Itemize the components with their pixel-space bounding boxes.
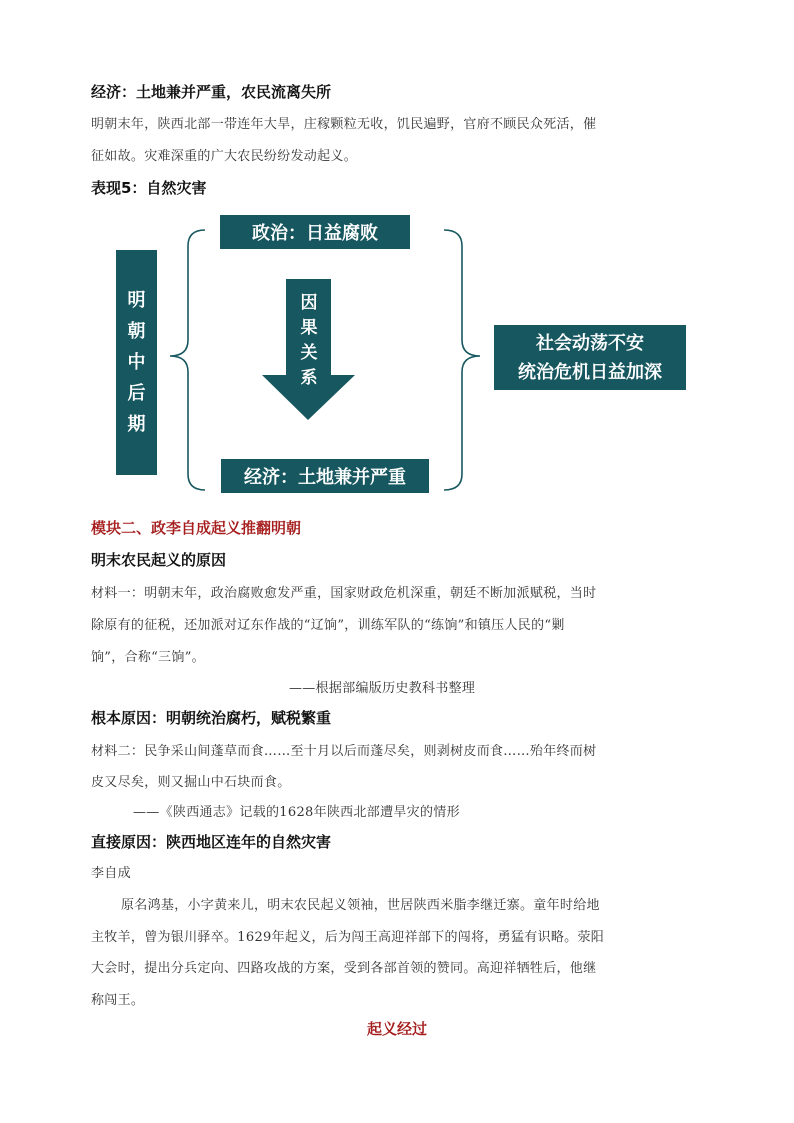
li-zicheng-line: 称闯王。 bbox=[91, 993, 145, 1008]
arrow-label bbox=[290, 291, 328, 391]
li-zicheng-line: 原名鸿基，小字黄来儿，明末农民起义领袖，世居陕西米脂李继迁寨。童年时给地 bbox=[121, 898, 600, 913]
process-title: 起义经过 bbox=[366, 1020, 427, 1038]
diagram-braces bbox=[0, 0, 794, 500]
left-char: 中 bbox=[127, 352, 146, 373]
arrow-char: 系 bbox=[300, 368, 318, 388]
diagram-result-box bbox=[494, 325, 686, 390]
left-brace bbox=[170, 230, 205, 490]
li-zicheng-line: 主牧羊，曾为银川驿卒。1629年起义，后为闯王高迎祥部下的闯将，勇猛有识略。荥阳 bbox=[91, 930, 605, 945]
direct-cause-heading: 直接原因：陕西地区连年的自然灾害 bbox=[91, 833, 332, 851]
li-zicheng-name: 李自成 bbox=[91, 866, 131, 881]
material2-line: 皮又尽矣，则又掘山中石块而食。 bbox=[91, 775, 291, 790]
material1-source: ——根据部编版历史教科书整理 bbox=[289, 681, 476, 696]
left-char: 朝 bbox=[127, 321, 146, 342]
left-char: 后 bbox=[127, 383, 146, 404]
left-char: 明 bbox=[127, 290, 146, 311]
section-heading-natural-disaster: 表现5：自然灾害 bbox=[91, 179, 207, 197]
section-heading-economy: 经济：土地兼并严重，农民流离失所 bbox=[91, 83, 332, 101]
paragraph-line: 明朝末年，陕西北部一带连年大旱，庄稼颗粒无收，饥民遍野，官府不顾民众死活，催 bbox=[91, 117, 597, 132]
cause-diagram bbox=[0, 0, 794, 500]
paragraph-line: 征如故。灾难深重的广大农民纷纷发动起义。 bbox=[91, 149, 358, 164]
right-brace bbox=[444, 230, 480, 490]
material2-source: ——《陕西通志》记载的1628年陕西北部遭旱灾的情形 bbox=[133, 805, 460, 820]
material1-line: 饷”，合称“三饷”。 bbox=[91, 650, 205, 665]
material2-line: 材料二：民争采山间蓬草而食……至十月以后而蓬尽矣，则剥树皮而食……殆年终而树 bbox=[91, 744, 597, 759]
arrow-char: 关 bbox=[300, 343, 318, 363]
arrow-char: 果 bbox=[300, 318, 318, 338]
left-char: 期 bbox=[127, 414, 146, 435]
material1-line: 除原有的征税，还加派对辽东作战的“辽饷”，训练军队的“练饷”和镇压人民的“剿 bbox=[91, 618, 565, 633]
li-zicheng-line: 大会时，提出分兵定向、四路攻战的方案，受到各部首领的赞同。高迎祥牺牲后，他继 bbox=[91, 961, 597, 976]
arrow-char: 因 bbox=[300, 293, 318, 313]
diagram-bottom-box: 经济：土地兼并严重 bbox=[221, 459, 429, 493]
material1-line: 材料一：明朝末年，政治腐败愈发严重，国家财政危机深重，朝廷不断加派赋税，当时 bbox=[91, 586, 597, 601]
root-cause-heading: 根本原因：明朝统治腐朽，赋税繁重 bbox=[91, 709, 332, 727]
diagram-top-box: 政治：日益腐败 bbox=[220, 215, 410, 249]
result-line: 统治危机日益加深 bbox=[518, 361, 662, 383]
module-title: 模块二、政李自成起义推翻明朝 bbox=[91, 519, 302, 537]
cause-heading: 明末农民起义的原因 bbox=[91, 551, 227, 569]
result-line: 社会动荡不安 bbox=[536, 332, 644, 354]
